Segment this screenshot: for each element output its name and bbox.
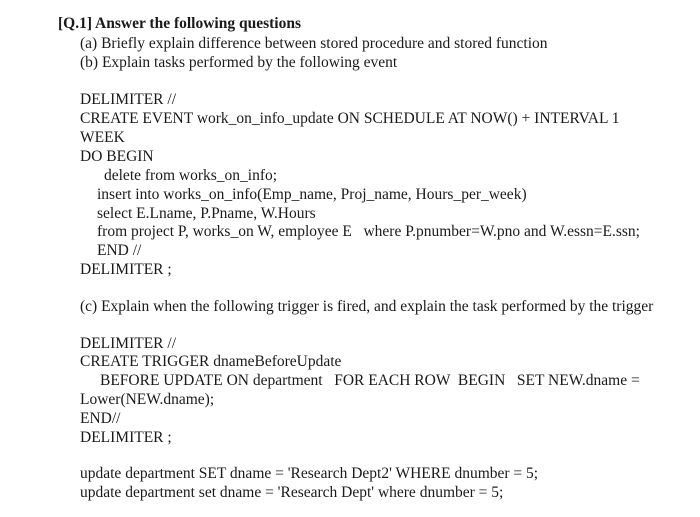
code-line: from project P, works_on W, employee E where P.pnumber=W.pno and W.essn=E.ssn;	[97, 223, 640, 240]
code-line: delete from works_on_info;	[104, 167, 278, 184]
code-line: DELIMITER ;	[80, 261, 172, 278]
code-line: CREATE TRIGGER dnameBeforeUpdate	[80, 353, 342, 370]
code-line: insert into works_on_info(Emp_name, Proj_name, Hours_per_week)	[97, 186, 527, 203]
code-line: update department set dname = 'Research Dept' where dnumber = 5;	[80, 484, 504, 501]
code-line: select E.Lname, P.Pname, W.Hours	[97, 205, 316, 222]
code-line: DELIMITER ;	[80, 429, 172, 446]
code-line: END //	[97, 242, 142, 259]
code-line: Lower(NEW.dname);	[80, 391, 215, 408]
question-part-b: (b) Explain tasks performed by the following event	[80, 54, 398, 71]
code-line: END//	[80, 410, 121, 427]
code-line: DO BEGIN	[80, 148, 154, 165]
code-line: update department SET dname = 'Research Dept2' WHERE dnumber = 5;	[80, 465, 539, 482]
question-part-a: (a) Briefly explain difference between stored procedure and stored function	[80, 35, 548, 52]
code-line: CREATE EVENT work_on_info_update ON SCHEDULE AT NOW() + INTERVAL 1	[80, 110, 620, 127]
code-line: DELIMITER //	[80, 335, 176, 352]
code-line: BEFORE UPDATE ON department FOR EACH ROW BEGIN SET NEW.dname =	[100, 372, 640, 389]
question-part-c: (c) Explain when the following trigger is fired, and explain the task performed by the trigger	[80, 298, 654, 315]
question-header: [Q.1] Answer the following questions	[58, 15, 301, 32]
code-line: DELIMITER //	[80, 91, 176, 108]
code-line: WEEK	[80, 129, 125, 146]
